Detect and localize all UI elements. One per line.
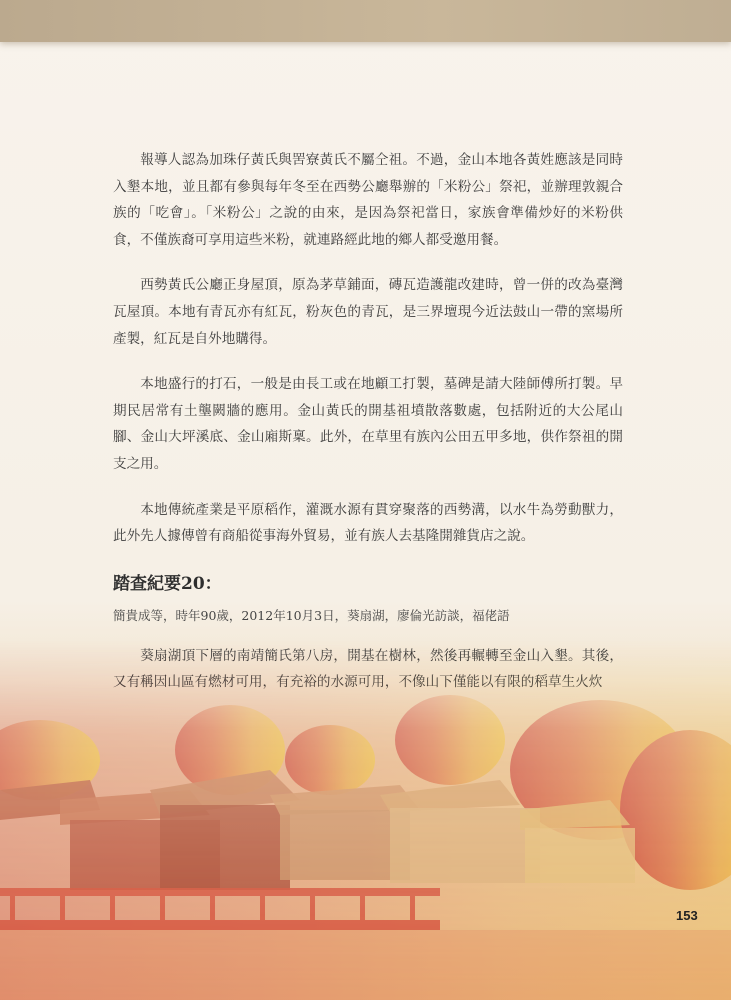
header-band <box>0 0 731 42</box>
page-number: 153 <box>676 908 698 923</box>
paragraph-3: 本地盛行的打石，一般是由長工或在地顧工打製，墓碑是請大陸師傅所打製。早期民居常有土壟闕牆的應用。金山黃氏的開基祖墳散落數處，包括附近的大公尾山腳、金山大坪溪底、金山廂斯稟。此外，在草里有族內公田五甲多地，供作祭祖的開支之用。 <box>113 376 623 472</box>
paragraph-4: 本地傳統產業是平原稻作，灌溉水源有貫穿聚落的西勢溝，以水牛為勞動獸力，此外先人據傳曾有商船從事海外貿易，並有族人去基隆開雜貨店之說。 <box>113 501 623 545</box>
paragraph-5: 葵扇湖頂下層的南靖簡氏第八房，開基在樹林，然後再輾轉至金山入墾。其後，又有稱因山區有燃材可用，有充裕的水源可用，不像山下僅能以有限的稻草生火炊 <box>113 647 623 691</box>
paragraph-1: 報導人認為加珠仔黃氏與罟寮黃氏不屬仝祖。不過，金山本地各黃姓應該是同時入墾本地，並且都有參與每年冬至在西勢公廳舉辦的「米粉公」祭祀，並辦理敦親合族的「吃會」。「米粉公」之說的由來，是因為祭祀當日，家族會準備炒好的米粉供食，不僅族裔可享用這些米粉，就連路經此地的鄉人都受邀用餐。 <box>113 152 623 248</box>
village-photo <box>0 640 731 1000</box>
interview-citation: 簡貴成等，時年90歲，2012年10月3日，葵扇湖，廖倫光訪談，福佬語 <box>113 607 510 623</box>
section-heading: 踏查紀要20： <box>113 573 222 594</box>
paragraph-2: 西勢黃氏公廳正身屋頂，原為茅草鋪面，磚瓦造護龍改建時，曾一併的改為臺灣瓦屋頂。本地有青瓦亦有紅瓦，粉灰色的青瓦，是三界壇現今近法鼓山一帶的窯場所產製，紅瓦是自外地購得。 <box>113 277 623 347</box>
body-text <box>113 147 623 715</box>
